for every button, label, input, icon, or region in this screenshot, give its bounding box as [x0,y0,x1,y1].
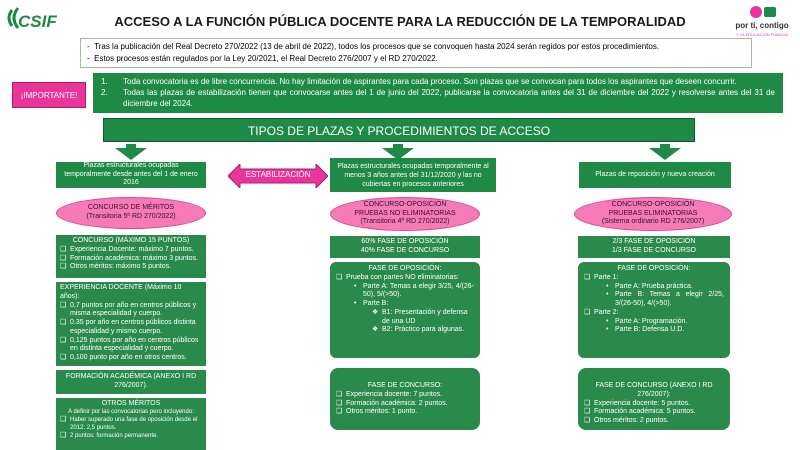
important-item-1: 1. Toda convocatoria es de libre concurrencia. No hay limitación de aspirantes para cada proceso. Son plazas que se convocan para todos los aspirantes que deseen concurrir. [101,77,737,86]
col3-p2b: • Parte B: Defensa U.D. [606,326,685,334]
col2-oposicion-title: FASE DE OPOSICIÓN: [368,265,442,272]
col3-pill [574,197,732,231]
list-item: ❑ Formación académica: 5 puntos. [584,408,724,417]
intro-line-2: - Estos procesos están regulados por la Ley 20/2021, el Real Decreto 276/2007 y el RD 270/2022. [87,54,438,63]
list-item: ❑ Experiencia docente: 7 puntos. [336,391,474,400]
important-badge [12,82,86,108]
col3-pill-sub: (Sistema ordinario RD 276/2007) [601,218,705,226]
col3-pct-oposicion: 2/3 FASE DE OPOSICIÓN [612,238,696,245]
col1-pill [56,197,206,229]
col2-part-b2: ❖ B2: Práctico para algunas. [372,326,465,334]
important-box [93,73,783,113]
important-label: ¡IMPORTANTE! [20,90,78,100]
col3-oposicion-list [584,274,724,283]
col3-oposicion-title: FASE DE OPOSICIÓN: [617,265,691,272]
list-item: ❑ Parte 1: [584,274,724,283]
col2-pill [330,197,480,231]
list-item: ❑ Prueba con partes NO eliminatorias: [336,274,474,283]
por-ti-logo [728,4,796,40]
list-item: ❑ 2 puntos: formación permanente. [60,432,202,440]
col2-concurso-title: FASE DE CONCURSO: [367,382,443,389]
estabilizacion-label: ESTABILIZACIÓN [245,170,311,179]
arrow-down-3 [649,148,681,160]
list-item: ❑ Haber superado una fase de oposición desde el 2012: 2,5 puntos. [60,416,202,432]
col2-pill-title: CONCURSO-OPOSICIÓN [363,200,447,208]
page-title: ACCESO A LA FUNCIÓN PÚBLICA DOCENTE PARA LA REDUCCIÓN DE LA TEMPORALIDAD [114,14,686,29]
col3-pct-concurso: 1/3 FASE DE CONCURSO [611,246,697,254]
list-item: ❑ 0,7 puntos por año en centros públicos y misma especialidad y cuerpo. [60,302,202,320]
col1-pill-sub: (Transitoria 5ª RD 270/2022) [86,213,176,220]
col2-pill-sub: (Transitoria 4ª RD 270/2022) [360,218,450,226]
col2-pill-line2: PRUEBAS NO ELIMINATORIAS [354,209,456,217]
col1-concurso-title: CONCURSO (MÁXIMO 15 PUNTOS) [72,237,190,244]
col3-pill-line2: PRUEBAS ELIMINATORIAS [608,209,698,217]
col1-otros-box [56,398,206,450]
col2-pct-concurso: 40% FASE DE CONCURSO [360,246,450,254]
col3-header: Plazas de reposición y nueva creación [579,162,731,188]
col3-p1b: • Parte B: Temas a elegir 2/25, 3/(26-50), 4/(>50). [606,291,724,307]
col3-p1a: • Parte A: Prueba práctica. [606,282,693,290]
list-item: ❑ Parte 2: [584,309,724,318]
por-ti-logo-subtext: Y LA EDUCACIÓN PÚBLICA [736,32,788,37]
col2-pct-oposicion: 60% FASE DE OPOSICIÓN [361,238,449,245]
col2-header: Plazas estructurales ocupadas temporalmente al menos 3 años antes del 31/12/2020 y las no cubiertas en procesos anteriores [330,158,496,192]
list-item: ❑ 0,100 punto por año en otros centros. [60,354,202,363]
col2-oposicion-list [336,274,474,283]
col1-experiencia-list [60,302,202,363]
col3-oposicion-box [578,262,730,358]
col2-oposicion-box [330,262,480,358]
intro-line-1: - Tras la publicación del Real Decreto 270/2022 (13 de abril de 2022), todos los procesos que se convoquen hasta 2024 serán regidos por estos procedimientos. [87,42,660,51]
col2-part-b1: ❖ B1: Presentación y defensa de una UD [372,308,468,325]
list-item: ❑ Experiencia Docente: máximo 7 puntos. [60,246,202,255]
col2-part-a: • Parte A: Temas a elegir 3/25, 4/(26-50), 5/(>50). [354,282,474,299]
list-item: ❑ Formación académica: máximo 3 puntos. [60,255,202,264]
csif-logo-text: CSIF [18,12,57,31]
col1-concurso-list [60,246,202,272]
csif-logo [4,4,60,42]
col1-experiencia-box [56,282,206,366]
list-item: ❑ Experiencia docente: 5 puntos. [584,400,724,409]
col1-otros-intro: A definir por las convocatorias pero incluyendo: [68,409,194,415]
col1-concurso-box [56,235,206,278]
col3-concurso-box [578,368,730,430]
list-item: ❑ Otros méritos: máximo 5 puntos. [60,263,202,272]
arrow-down-1 [115,148,147,160]
intro-box [80,38,752,68]
col3-pill-title: CONCURSO-OPOSICIÓN [611,200,695,208]
list-item: ❑ 0,125 puntos por año en centros públicos en distinta especialidad y cuerpo. [60,337,202,355]
list-item: ❑ Otros méritos: 2 puntos. [584,417,724,426]
col1-formacion-box: FORMACIÓN ACADÉMICA (ANEXO I RD 276/2007). [56,370,206,394]
estabilizacion-arrow [228,164,328,188]
col1-otros-title: OTROS MÉRITOS [101,400,161,407]
important-item-2: 2. Todas las plazas de estabilización tienen que convocarse antes del 1 de junio del 2022, publicarse la convocatoria antes del 31 de diciembre del 2022 y resolverse antes del 31 de diciembre del 2024. [101,88,775,108]
col3-concurso-title: FASE DE CONCURSO (ANEXO I RD 276/2007): [595,382,713,398]
col3-concurso-list [584,400,724,426]
col1-otros-list [60,416,202,440]
col1-experiencia-title: EXPERIENCIA DOCENTE (Máximo 10 años): [60,284,182,300]
col1-pill-title: CONCURSO DE MÉRITOS [87,204,175,212]
col3-pct-box [578,236,730,258]
col1-header: Plazas estructurales ocupadas temporalmente desde antes del 1 de enero 2016 [56,162,206,188]
col2-part-b: • Parte B: [354,300,389,307]
section-title: TIPOS DE PLAZAS Y PROCEDIMIENTOS DE ACCESO [103,118,695,142]
col3-p2a: • Parte A: Programación. [606,317,688,325]
por-ti-logo-text: por ti, contigo [735,21,789,30]
col2-concurso-list [336,391,474,417]
col3-oposicion-list-2 [584,309,724,318]
list-item: ❑ Otros méritos: 1 punto. [336,408,474,417]
col2-pct-box [330,236,480,258]
col2-concurso-box [330,368,480,430]
list-item: ❑ 0.35 por año en centros públicos distinta especialidad y mismo cuerpo. [60,319,202,337]
list-item: ❑ Formación académica: 2 puntos. [336,400,474,409]
